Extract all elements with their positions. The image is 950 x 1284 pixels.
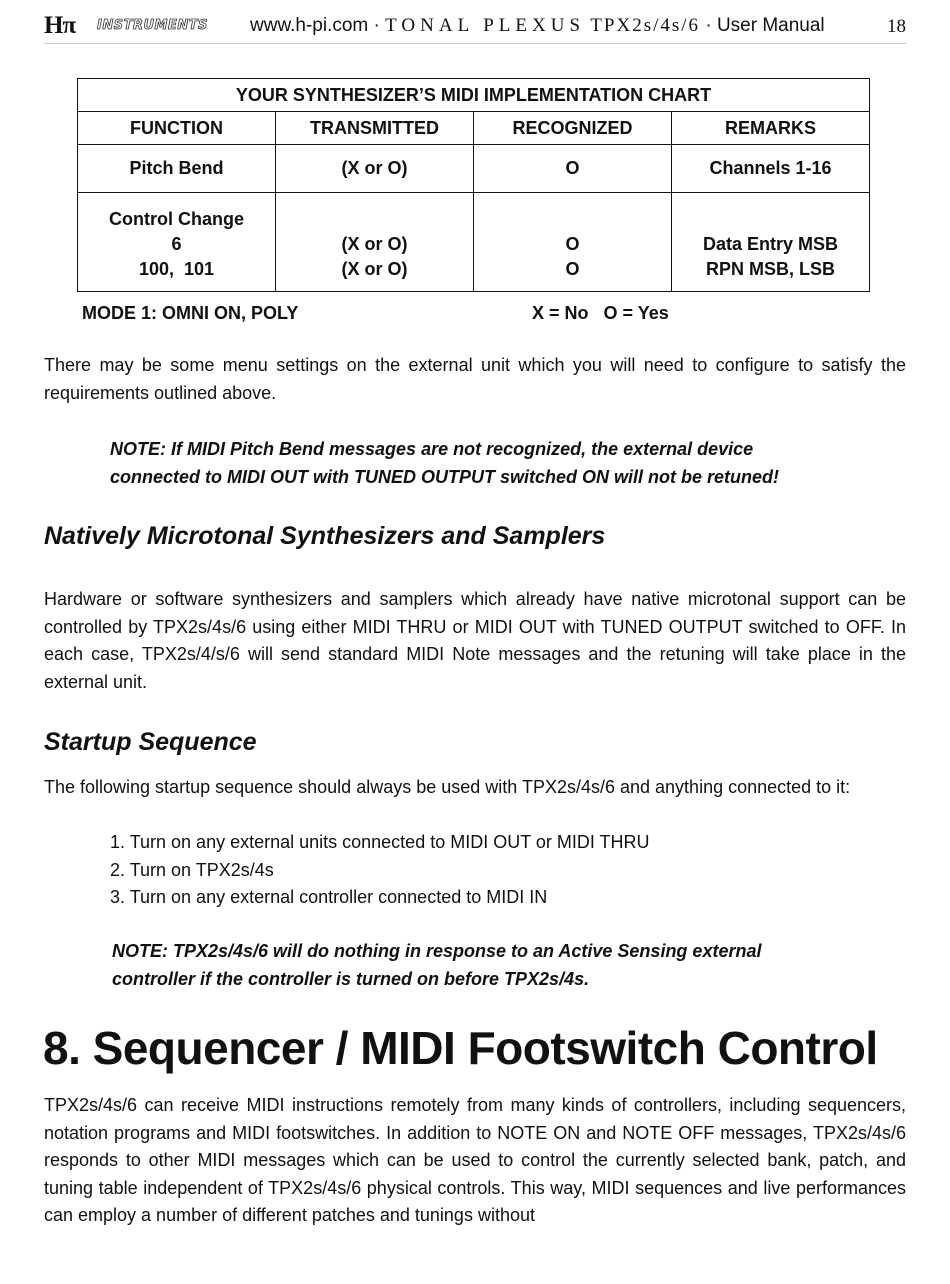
cell-recognized: O <box>474 145 672 193</box>
cell-spacer <box>276 207 473 232</box>
header-separator: · <box>705 15 712 36</box>
cell-line: O <box>565 233 580 254</box>
cell-line: RPN MSB, LSB <box>705 258 835 279</box>
note-line: connected to MIDI OUT with TUNED OUTPUT switched ON will not be retuned! <box>110 467 780 487</box>
cell-line: (X or O) <box>341 258 408 279</box>
paragraph-sequencer: TPX2s/4s/6 can receive MIDI instructions remotely from many kinds of controllers, including sequencers, notation programs and MIDI footswitches. In addition to NOTE ON and NOTE OFF messages, TPX2s/4s/6 responds to other MIDI messages which can be used to control the currently selected bank, patch, and tuning table independent of TPX2s/4s/6 physical controls. This way, MIDI sequences and live performances can employ a number of different patches and tunings without <box>44 1095 906 1226</box>
list-item: 3. Turn on any external controller connected to MIDI IN <box>110 887 548 908</box>
column-header-recognized: RECOGNIZED <box>474 112 672 145</box>
list-item: 1. Turn on any external units connected to MIDI OUT or MIDI THRU <box>110 832 650 852</box>
startup-steps-list <box>110 829 650 912</box>
header-product: TONAL PLEXUS <box>385 15 586 36</box>
cell-line: (X or O) <box>341 233 408 254</box>
cell-spacer <box>474 207 671 232</box>
paragraph-native-support: Hardware or software synthesizers and samplers which already have native microtonal support can be controlled by TPX2s/4s/6 using either MIDI THRU or MIDI OUT with TUNED OUTPUT switched to OFF. In each case, TPX2s/4/s/6 will send standard MIDI Note messages and the retuning will take place in the external unit. <box>44 589 906 692</box>
cell-line: 6 <box>171 233 182 254</box>
heading-natively-microtonal: Natively Microtonal Synthesizers and Samplers <box>44 522 606 550</box>
column-header-function: FUNCTION <box>78 112 276 145</box>
note-line: NOTE: TPX2s/4s/6 will do nothing in response to an Active Sensing external <box>112 941 762 961</box>
table-row-pitch-bend <box>78 145 870 193</box>
cell-remarks: Channels 1-16 <box>672 145 870 193</box>
cell-line: Control Change <box>109 208 244 229</box>
column-header-remarks: REMARKS <box>672 112 870 145</box>
instruments-wordmark: INSTRUMENTS <box>97 18 208 33</box>
cell-line: Data Entry MSB <box>702 233 839 254</box>
paragraph-startup: The following startup sequence should always be used with TPX2s/4s/6 and anything connected to it: <box>44 777 851 797</box>
midi-implementation-chart <box>77 78 870 292</box>
chart-caption-row <box>78 79 870 112</box>
chart-caption: YOUR SYNTHESIZER’S MIDI IMPLEMENTATION CHART <box>78 79 870 112</box>
page-header <box>44 10 906 44</box>
paragraph-config: There may be some menu settings on the external unit which you will need to configure to satisfy the requirements outlined above. <box>44 355 906 403</box>
cell-spacer <box>672 207 869 232</box>
cell-function <box>78 193 276 292</box>
cell-remarks <box>672 193 870 292</box>
note-pitch-bend <box>110 435 850 491</box>
note-line: controller if the controller is turned on before TPX2s/4s. <box>112 969 590 989</box>
column-header-transmitted: TRANSMITTED <box>276 112 474 145</box>
cell-line: 100, 101 <box>138 258 215 279</box>
header-model: TPX2s/4s/6 <box>590 15 701 36</box>
page-number: 18 <box>887 16 906 37</box>
chart-header-row <box>78 112 870 145</box>
heading-startup-sequence: Startup Sequence <box>44 728 257 756</box>
table-row-control-change <box>78 193 870 292</box>
hpi-logo: Hπ <box>44 12 76 39</box>
cell-line: O <box>565 258 580 279</box>
note-active-sensing <box>112 937 852 993</box>
cell-recognized <box>474 193 672 292</box>
section-heading: 8. Sequencer / MIDI Footswitch Control <box>43 1022 878 1074</box>
cell-transmitted <box>276 193 474 292</box>
header-title <box>250 15 825 37</box>
chart-legend: X = No O = Yes <box>532 303 669 323</box>
cell-transmitted: (X or O) <box>276 145 474 193</box>
list-item: 2. Turn on TPX2s/4s <box>110 859 274 880</box>
note-line: NOTE: If MIDI Pitch Bend messages are not recognized, the external device <box>110 439 754 459</box>
header-doc-name: User Manual <box>716 15 825 36</box>
header-separator: · <box>373 15 380 36</box>
cell-function: Pitch Bend <box>78 145 276 193</box>
header-url: www.h-pi.com <box>250 15 369 36</box>
mode-label: MODE 1: OMNI ON, POLY <box>82 303 299 323</box>
